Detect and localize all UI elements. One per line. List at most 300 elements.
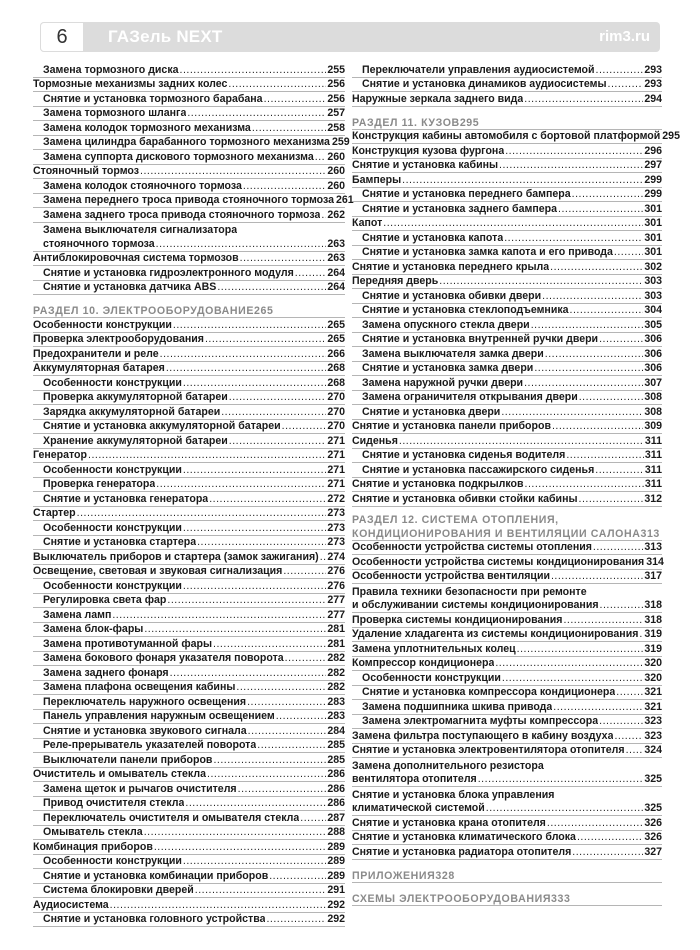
dot-leader	[300, 812, 326, 825]
entry-page: 327	[644, 845, 662, 858]
toc-entry	[352, 275, 662, 290]
dot-leader	[295, 267, 327, 280]
dot-leader	[144, 623, 326, 636]
toc-subentry	[33, 478, 345, 493]
entry-title: Снятие и установка тормозного барабана	[43, 92, 263, 105]
entry-title: Особенности конструкции	[43, 463, 182, 476]
toc-entry	[352, 478, 662, 493]
toc-entry	[33, 362, 345, 377]
toc-subentry	[33, 521, 345, 536]
dot-leader	[572, 188, 644, 201]
dot-leader	[195, 884, 327, 897]
entry-page: 320	[644, 657, 662, 669]
entry-title: Снятие и установка панели приборов	[352, 420, 551, 432]
entry-page: 323	[644, 729, 662, 742]
entry-page: 305	[644, 318, 662, 331]
toc-subentry	[33, 391, 345, 406]
entry-page: 286	[327, 782, 345, 795]
toc-entry	[33, 898, 345, 913]
toc-subentry	[352, 289, 662, 304]
dot-leader	[525, 478, 644, 491]
toc-entry	[352, 130, 680, 145]
toc-entry	[33, 565, 345, 580]
toc-entry	[352, 434, 662, 449]
toc-subentry	[33, 869, 345, 884]
page-header	[40, 22, 660, 52]
dot-leader	[207, 768, 326, 781]
toc-entry	[352, 492, 662, 507]
toc-subentry	[352, 63, 662, 78]
entry-page: 283	[327, 695, 345, 708]
entry-page: 285	[327, 739, 345, 751]
entry-page: 319	[644, 642, 662, 655]
toc-subentry	[352, 405, 662, 420]
entry-page: 302	[644, 260, 662, 273]
dot-leader	[252, 122, 327, 135]
entry-page: 288	[327, 826, 345, 838]
entry-title: Хранение аккумуляторной батареи	[43, 434, 228, 447]
entry-page: 276	[327, 579, 345, 592]
entry-page: 271	[327, 434, 345, 447]
entry-page: 321	[644, 686, 662, 698]
dot-leader	[236, 681, 326, 694]
entry-page: 289	[327, 869, 345, 882]
section-page: 295	[459, 116, 480, 129]
entry-page: 299	[644, 173, 662, 186]
dot-leader	[320, 551, 327, 564]
toc-subentry	[33, 179, 345, 194]
entry-title: Замена тормозного шланга	[43, 107, 187, 119]
entry-title: Особенности устройства системы отопления	[352, 541, 592, 553]
section-title: КОНДИЦИОНИРОВАНИЯ И ВЕНТИЛЯЦИИ САЛОНА	[352, 527, 641, 540]
entry-page: 308	[644, 391, 662, 403]
entry-title: Снятие и установка генератора	[43, 492, 209, 505]
toc-subentry	[33, 266, 345, 281]
dot-leader	[402, 174, 643, 187]
toc-entry	[352, 613, 662, 628]
dot-leader	[614, 730, 643, 743]
entry-page: 323	[644, 715, 662, 727]
entry-title: Панель управления наружным освещением	[43, 710, 275, 722]
entry-page: 271	[327, 463, 345, 476]
entry-page: 311	[644, 478, 662, 490]
entry-title: Замена блок-фары	[43, 623, 144, 635]
toc-entry	[33, 252, 345, 267]
dot-leader	[217, 281, 326, 294]
toc-left-column	[33, 63, 354, 927]
dot-leader	[553, 701, 643, 714]
toc-subentry	[352, 671, 662, 686]
toc-entry	[33, 165, 345, 180]
dot-leader	[167, 594, 326, 607]
entry-title: Снятие и установка сиденья водителя	[362, 449, 566, 461]
entry-title: Замена наружной ручки двери	[362, 376, 524, 389]
dot-leader	[614, 246, 643, 259]
entry-title: климатической системой	[352, 802, 485, 814]
entry-title: Замена заднего троса привода стояночного тормоза	[43, 208, 321, 221]
entry-title: Снятие и установка переднего бампера	[362, 188, 571, 200]
entry-page: 260	[327, 165, 345, 177]
dot-leader	[383, 217, 643, 230]
entry-title: Замена фильтра поступающего в кабину воздуха	[352, 729, 614, 742]
dot-leader	[321, 209, 326, 222]
toc-entry	[352, 642, 662, 657]
toc-subentry	[33, 579, 345, 594]
toc-subentry	[352, 246, 662, 261]
dot-leader	[566, 449, 644, 462]
toc-subentry	[33, 710, 345, 725]
toc-right-column	[352, 63, 680, 906]
dot-leader	[545, 348, 644, 361]
entry-title: Конструкция кузова фургона	[352, 144, 505, 157]
entry-title: Компрессор кондиционера	[352, 657, 495, 669]
entry-page: 289	[327, 840, 345, 853]
toc-subentry	[33, 536, 345, 551]
toc-subentry	[33, 739, 345, 754]
entry-page: 263	[327, 237, 345, 250]
dot-leader	[600, 599, 644, 612]
section-heading	[352, 113, 662, 130]
toc-entry	[352, 599, 662, 614]
entry-title: Замена подшипника шкива привода	[362, 700, 553, 713]
entry-title: Проверка аккумуляторной батареи	[43, 391, 228, 403]
entry-title: Зарядка аккумуляторной батареи	[43, 405, 221, 418]
dot-leader	[542, 290, 643, 303]
entry-page: 264	[327, 281, 345, 293]
entry-title: Сиденья	[352, 434, 398, 447]
dot-leader	[579, 391, 644, 404]
toc-subentry	[352, 700, 662, 715]
toc-subentry	[33, 63, 345, 78]
entry-page: 292	[327, 913, 345, 925]
toc-entry	[352, 787, 662, 802]
toc-subentry	[352, 391, 662, 406]
entry-title: Снятие и установка замка двери	[362, 362, 534, 374]
dot-leader	[517, 643, 644, 656]
dot-leader	[77, 507, 327, 520]
entry-title: Аудиосистема	[33, 898, 109, 911]
toc-subentry	[33, 208, 345, 223]
dot-leader	[154, 841, 326, 854]
entry-title: Особенности конструкции	[43, 376, 182, 389]
entry-title: Замена противотуманной фары	[43, 637, 213, 650]
entry-title: Снятие и установка головного устройства	[43, 913, 266, 925]
dot-leader	[88, 449, 326, 462]
entry-title: Удаление хладагента из системы кондиционирования	[352, 628, 639, 640]
entry-title: Замена ламп	[43, 608, 112, 621]
entry-page: 307	[644, 376, 662, 389]
dot-leader	[547, 817, 643, 830]
entry-title: Система блокировки дверей	[43, 884, 194, 896]
dot-leader	[269, 870, 326, 883]
entry-title: Выключатель приборов и стартера (замок зажигания)	[33, 550, 319, 563]
dot-leader	[572, 846, 643, 859]
entry-title: Антиблокировочная система тормозов	[33, 252, 239, 264]
entry-page: 292	[327, 898, 345, 911]
dot-leader	[283, 565, 326, 578]
section-page: 313	[640, 527, 660, 540]
dot-leader	[599, 715, 643, 728]
entry-page: 312	[644, 492, 662, 505]
entry-page: 273	[327, 507, 345, 519]
entry-page: 293	[644, 63, 662, 76]
entry-title: Снятие и установка радиатора отопителя	[352, 845, 572, 858]
toc-entry	[33, 449, 345, 464]
entry-title: Замена колодок тормозного механизма	[43, 121, 251, 134]
dot-leader	[550, 261, 643, 274]
entry-title: стояночного тормоза	[43, 237, 155, 250]
entry-title: Особенности устройства системы кондиционирования	[352, 555, 645, 568]
toc-entry	[352, 773, 662, 788]
dot-leader	[315, 151, 327, 164]
page-number: 6	[40, 22, 84, 52]
toc-subentry	[33, 623, 345, 638]
entry-page: 265	[327, 333, 345, 345]
dot-leader	[616, 686, 643, 699]
entry-page: 297	[644, 159, 662, 171]
entry-title: Замена ограничителя открывания двери	[362, 391, 578, 403]
toc-entry	[352, 802, 662, 817]
entry-title: Проверка системы кондиционирования	[352, 613, 563, 626]
entry-title: Снятие и установка гидроэлектронного модуля	[43, 266, 294, 279]
entry-title: Комбинация приборов	[33, 840, 153, 853]
entry-page: 296	[644, 144, 662, 157]
toc-entry	[352, 144, 662, 159]
dot-leader	[205, 333, 326, 346]
entry-title: Проверка генератора	[43, 478, 156, 490]
dot-leader	[213, 638, 326, 651]
dot-leader	[524, 93, 643, 106]
entry-title: Регулировка света фар	[43, 594, 167, 606]
dot-leader	[238, 783, 327, 796]
dot-leader	[504, 232, 643, 245]
toc-entry	[352, 420, 662, 435]
dot-leader	[156, 238, 327, 251]
toc-subentry	[352, 231, 662, 246]
entry-title: Замена дополнительного резистора	[352, 759, 544, 772]
toc-entry	[33, 78, 345, 93]
entry-title: Замена тормозного диска	[43, 63, 179, 76]
toc-subentry	[33, 913, 345, 928]
dot-leader	[247, 696, 326, 709]
dot-leader	[240, 252, 327, 265]
entry-title: Снятие и установка капота	[362, 231, 504, 244]
toc-entry	[352, 92, 662, 107]
entry-page: 255	[327, 63, 345, 76]
entry-page: 262	[327, 208, 345, 221]
toc-entry	[33, 507, 345, 522]
dot-leader	[639, 628, 643, 641]
section-heading	[352, 866, 662, 883]
dot-leader	[183, 464, 326, 477]
toc-subentry	[33, 237, 345, 252]
entry-title: Привод очистителя стекла	[43, 797, 185, 809]
entry-title: Передняя дверь	[352, 275, 439, 287]
dot-leader	[439, 275, 643, 288]
entry-page: 311	[644, 463, 662, 476]
entry-page: 260	[327, 150, 345, 163]
entry-page: 301	[644, 202, 662, 215]
dot-leader	[183, 580, 326, 593]
toc-subentry	[33, 695, 345, 710]
toc-entry	[352, 217, 662, 232]
entry-title: Особенности конструкции	[362, 671, 501, 684]
dot-leader	[209, 493, 326, 506]
entry-title: Проверка электрооборудования	[33, 333, 204, 345]
toc-subentry	[352, 347, 662, 362]
entry-page: 326	[644, 831, 662, 843]
toc-entry	[33, 840, 345, 855]
section-page: 328	[435, 869, 455, 882]
entry-page: 294	[644, 92, 662, 105]
entry-title: Снятие и установка динамиков аудиосистемы	[362, 78, 607, 90]
entry-title: Снятие и установка электровентилятора отопителя	[352, 744, 625, 756]
site-name: rim3.ru	[599, 28, 650, 45]
dot-leader	[552, 420, 643, 433]
toc-subentry	[352, 202, 662, 217]
entry-title: Снятие и установка обивки двери	[362, 289, 542, 302]
entry-title: Омыватель стекла	[43, 826, 143, 838]
entry-page: 326	[644, 816, 662, 829]
entry-title: Снятие и установка заднего бампера	[362, 202, 557, 215]
toc-subentry	[352, 362, 662, 377]
toc-entry	[33, 550, 345, 565]
toc-entry	[352, 584, 662, 599]
dot-leader	[173, 319, 326, 332]
dot-leader	[257, 739, 326, 752]
toc-subentry	[33, 420, 345, 435]
entry-page: 286	[327, 797, 345, 809]
dot-leader	[229, 435, 327, 448]
entry-title: Замена колодок стояночного тормоза	[43, 179, 242, 192]
entry-page: 301	[644, 217, 662, 229]
entry-page: 272	[327, 492, 345, 505]
section-heading-line: РАЗДЕЛ 12. СИСТЕМА ОТОПЛЕНИЯ,	[352, 513, 559, 526]
entry-title: Переключатель очистителя и омывателя стекла	[43, 811, 300, 824]
dot-leader	[558, 203, 643, 216]
section-title: РАЗДЕЛ 11. КУЗОВ	[352, 116, 460, 129]
entry-page: 308	[644, 405, 662, 418]
entry-page: 321	[644, 700, 662, 713]
entry-title: Замена выключателя замка двери	[362, 347, 544, 360]
toc-subentry	[33, 594, 345, 609]
entry-page: 257	[327, 107, 345, 119]
entry-title: Замена электромагнита муфты компрессора	[362, 715, 599, 727]
toc-entry	[352, 173, 662, 188]
entry-title: вентилятора отопителя	[352, 773, 477, 785]
dot-leader	[499, 159, 643, 172]
toc-subentry	[33, 92, 345, 107]
entry-page: 287	[327, 811, 345, 824]
entry-title: Реле-прерыватель указателей поворота	[43, 739, 257, 751]
dot-leader	[187, 107, 326, 120]
entry-title: Особенности конструкции	[43, 855, 182, 867]
entry-page: 259	[331, 136, 350, 148]
entry-page: 276	[327, 565, 345, 577]
dot-leader	[160, 348, 327, 361]
entry-title: Снятие и установка переднего крыла	[352, 260, 550, 273]
entry-title: Предохранители и реле	[33, 347, 159, 360]
entry-page: 303	[644, 289, 662, 302]
entry-title: Снятие и установка компрессора кондиционера	[362, 686, 616, 698]
toc-subentry	[352, 463, 662, 478]
toc-subentry	[33, 405, 345, 420]
section-page: 333	[551, 892, 571, 905]
entry-title: Освещение, световая и звуковая сигнализация	[33, 565, 283, 577]
dot-leader	[285, 652, 327, 665]
section-heading	[33, 301, 345, 318]
entry-title: Генератор	[33, 449, 88, 461]
entry-title: Снятие и установка блока управления	[352, 788, 555, 801]
entry-title: Снятие и установка двери	[362, 405, 501, 418]
entry-page: 261	[336, 194, 354, 206]
entry-title: Снятие и установка кабины	[352, 159, 499, 171]
entry-page: 256	[327, 78, 345, 90]
toc-subentry	[352, 188, 662, 203]
entry-page: 314	[646, 555, 664, 568]
entry-title: Замена переднего троса привода стояночного тормоза	[43, 194, 335, 206]
dot-leader	[399, 435, 644, 448]
toc-entry	[352, 831, 662, 846]
toc-subentry	[33, 855, 345, 870]
toc-subentry	[33, 826, 345, 841]
dot-leader	[229, 391, 327, 404]
toc-subentry	[352, 376, 662, 391]
section-heading	[352, 889, 662, 906]
entry-page: 309	[644, 420, 662, 432]
entry-title: Замена выключателя сигнализатора	[43, 224, 238, 236]
entry-title: Стартер	[33, 507, 76, 519]
entry-title: Замена бокового фонаря указателя поворота	[43, 652, 284, 664]
entry-title: Замена уплотнительных колец	[352, 642, 516, 655]
entry-page: 277	[327, 594, 345, 606]
entry-page: 311	[644, 434, 662, 447]
entry-page: 301	[644, 231, 662, 244]
dot-leader	[478, 773, 644, 786]
entry-title: Бамперы	[352, 173, 402, 186]
toc-subentry	[352, 715, 662, 730]
toc-entry	[352, 570, 662, 585]
dot-leader	[183, 855, 326, 868]
entry-title: Замена плафона освещения кабины	[43, 681, 236, 693]
dot-leader	[248, 725, 327, 738]
entry-page: 293	[644, 78, 662, 90]
dot-leader	[563, 614, 643, 627]
toc-subentry	[33, 434, 345, 449]
entry-page: 304	[644, 304, 662, 316]
entry-page: 295	[662, 130, 680, 142]
entry-page: 286	[327, 768, 345, 780]
toc-subentry	[33, 107, 345, 122]
toc-subentry	[352, 333, 662, 348]
toc-subentry	[352, 318, 662, 333]
entry-page: 273	[327, 536, 345, 548]
toc-entry	[352, 816, 662, 831]
entry-page: 320	[644, 671, 662, 684]
entry-title: Снятие и установка климатического блока	[352, 831, 576, 843]
toc-entry	[352, 729, 662, 744]
toc-subentry	[33, 492, 345, 507]
dot-leader	[156, 478, 326, 491]
entry-page: 282	[327, 681, 345, 693]
toc-entry	[33, 347, 345, 362]
entry-page: 306	[644, 347, 662, 360]
dot-leader	[501, 406, 643, 419]
entry-title: Снятие и установка подкрылков	[352, 478, 524, 490]
dot-leader	[593, 541, 643, 554]
entry-page: 306	[644, 333, 662, 345]
entry-page: 289	[327, 855, 345, 867]
